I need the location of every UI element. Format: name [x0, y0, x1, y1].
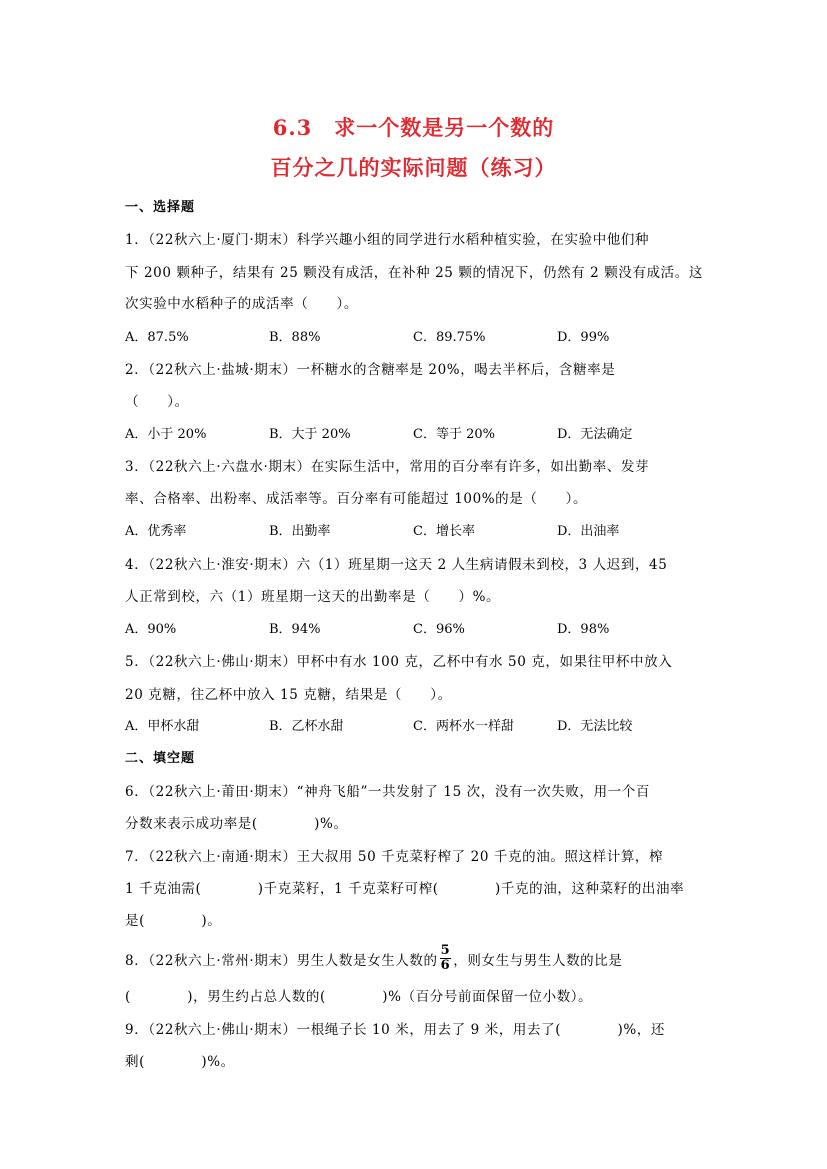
fraction [440, 944, 452, 973]
option-d[interactable]: D．出油率 [557, 524, 620, 539]
question-6-line-2: 分数来表示成功率是( )%。 [125, 816, 348, 832]
option-a[interactable]: A．小于 20% [125, 427, 207, 442]
question-2-line-2: （ ）。 [125, 394, 189, 410]
question-1-line-3: 次实验中水稻种子的成活率（ ）。 [125, 296, 358, 312]
question-8-line-1 [125, 943, 623, 976]
option-b[interactable]: B．出勤率 [269, 524, 331, 539]
option-a[interactable]: A．甲杯水甜 [125, 719, 200, 734]
option-c[interactable]: C．增长率 [413, 524, 475, 539]
option-b[interactable]: B．94% [269, 622, 321, 637]
option-a[interactable]: A．90% [125, 622, 177, 637]
page-title-line-1: 6.3 求一个数是另一个数的 [272, 115, 555, 140]
option-b[interactable]: B．大于 20% [269, 427, 351, 442]
option-a[interactable]: A．优秀率 [125, 524, 187, 539]
question-9-line-1: 9．（22秋六上·佛山·期末）一根绳子长 10 米，用去了 9 米，用去了( )%，还 [125, 1022, 665, 1038]
option-b[interactable]: B．乙杯水甜 [269, 719, 344, 734]
question-8-line-2: ( )，男生约占总人数的( )%（百分号前面保留一位小数）。 [125, 989, 593, 1005]
question-5-line-2: 20 克糖，往乙杯中放入 15 克糖，结果是（ ）。 [125, 687, 452, 703]
question-1-line-1: 1．（22秋六上·厦门·期末）科学兴趣小组的同学进行水稻种植实验，在实验中他们种 [125, 232, 650, 248]
fraction-denominator: 6 [440, 958, 451, 973]
question-7-line-2: 1 千克油需( )千克菜籽，1 千克菜籽可榨( )千克的油，这种菜籽的出油率 [125, 881, 685, 897]
option-c[interactable]: C．两杯水一样甜 [413, 719, 514, 734]
option-b[interactable]: B．88% [269, 330, 321, 345]
option-d[interactable]: D．99% [557, 330, 610, 345]
option-c[interactable]: C．89.75% [413, 330, 486, 345]
question-8-text-after: ，则女生与男生人数的比是 [453, 953, 623, 969]
option-d[interactable]: D．98% [557, 622, 610, 637]
fraction-numerator: 5 [440, 943, 451, 958]
question-4-line-1: 4．（22秋六上·淮安·期末）六（1）班星期一这天 2 人生病请假未到校，3 人迟到，45 [125, 557, 668, 573]
section-heading-fill: 二、填空题 [125, 751, 196, 766]
page-title-line-2: 百分之几的实际问题（练习） [270, 155, 557, 180]
question-1-line-2: 下 200 颗种子，结果有 25 颗没有成活，在补种 25 颗的情况下，仍然有 2 颗没有成活。这 [125, 265, 703, 281]
option-c[interactable]: C．等于 20% [413, 427, 495, 442]
question-9-line-2: 剩( )%。 [125, 1054, 235, 1070]
option-d[interactable]: D．无法确定 [557, 427, 633, 442]
question-3-line-2: 率、合格率、出粉率、成活率等。百分率有可能超过 100%的是（ ）。 [125, 491, 588, 507]
question-4-line-2: 人正常到校，六（1）班星期一这天的出勤率是（ ）%。 [125, 589, 501, 605]
question-7-line-3: 是( )。 [125, 913, 222, 929]
question-3-line-1: 3．（22秋六上·六盘水·期末）在实际生活中，常用的百分率有许多，如出勤率、发芽 [125, 459, 650, 475]
question-8-text-before: 8．（22秋六上·常州·期末）男生人数是女生人数的 [125, 953, 438, 969]
option-a[interactable]: A．87.5% [125, 330, 189, 345]
option-d[interactable]: D．无法比较 [557, 719, 633, 734]
question-6-line-1: 6．（22秋六上·莆田·期末）“神舟飞船”一共发射了 15 次，没有一次失败，用一个百 [125, 784, 650, 800]
option-c[interactable]: C．96% [413, 622, 465, 637]
question-2-line-1: 2．（22秋六上·盐城·期末）一杯糖水的含糖率是 20%，喝去半杯后，含糖率是 [125, 362, 616, 378]
question-7-line-1: 7．（22秋六上·南通·期末）王大叔用 50 千克菜籽榨了 20 千克的油。照这样计算，榨 [125, 849, 664, 865]
question-5-line-1: 5．（22秋六上·佛山·期末）甲杯中有水 100 克，乙杯中有水 50 克，如果往甲杯中放入 [125, 654, 673, 670]
section-heading-choice: 一、选择题 [125, 200, 196, 215]
